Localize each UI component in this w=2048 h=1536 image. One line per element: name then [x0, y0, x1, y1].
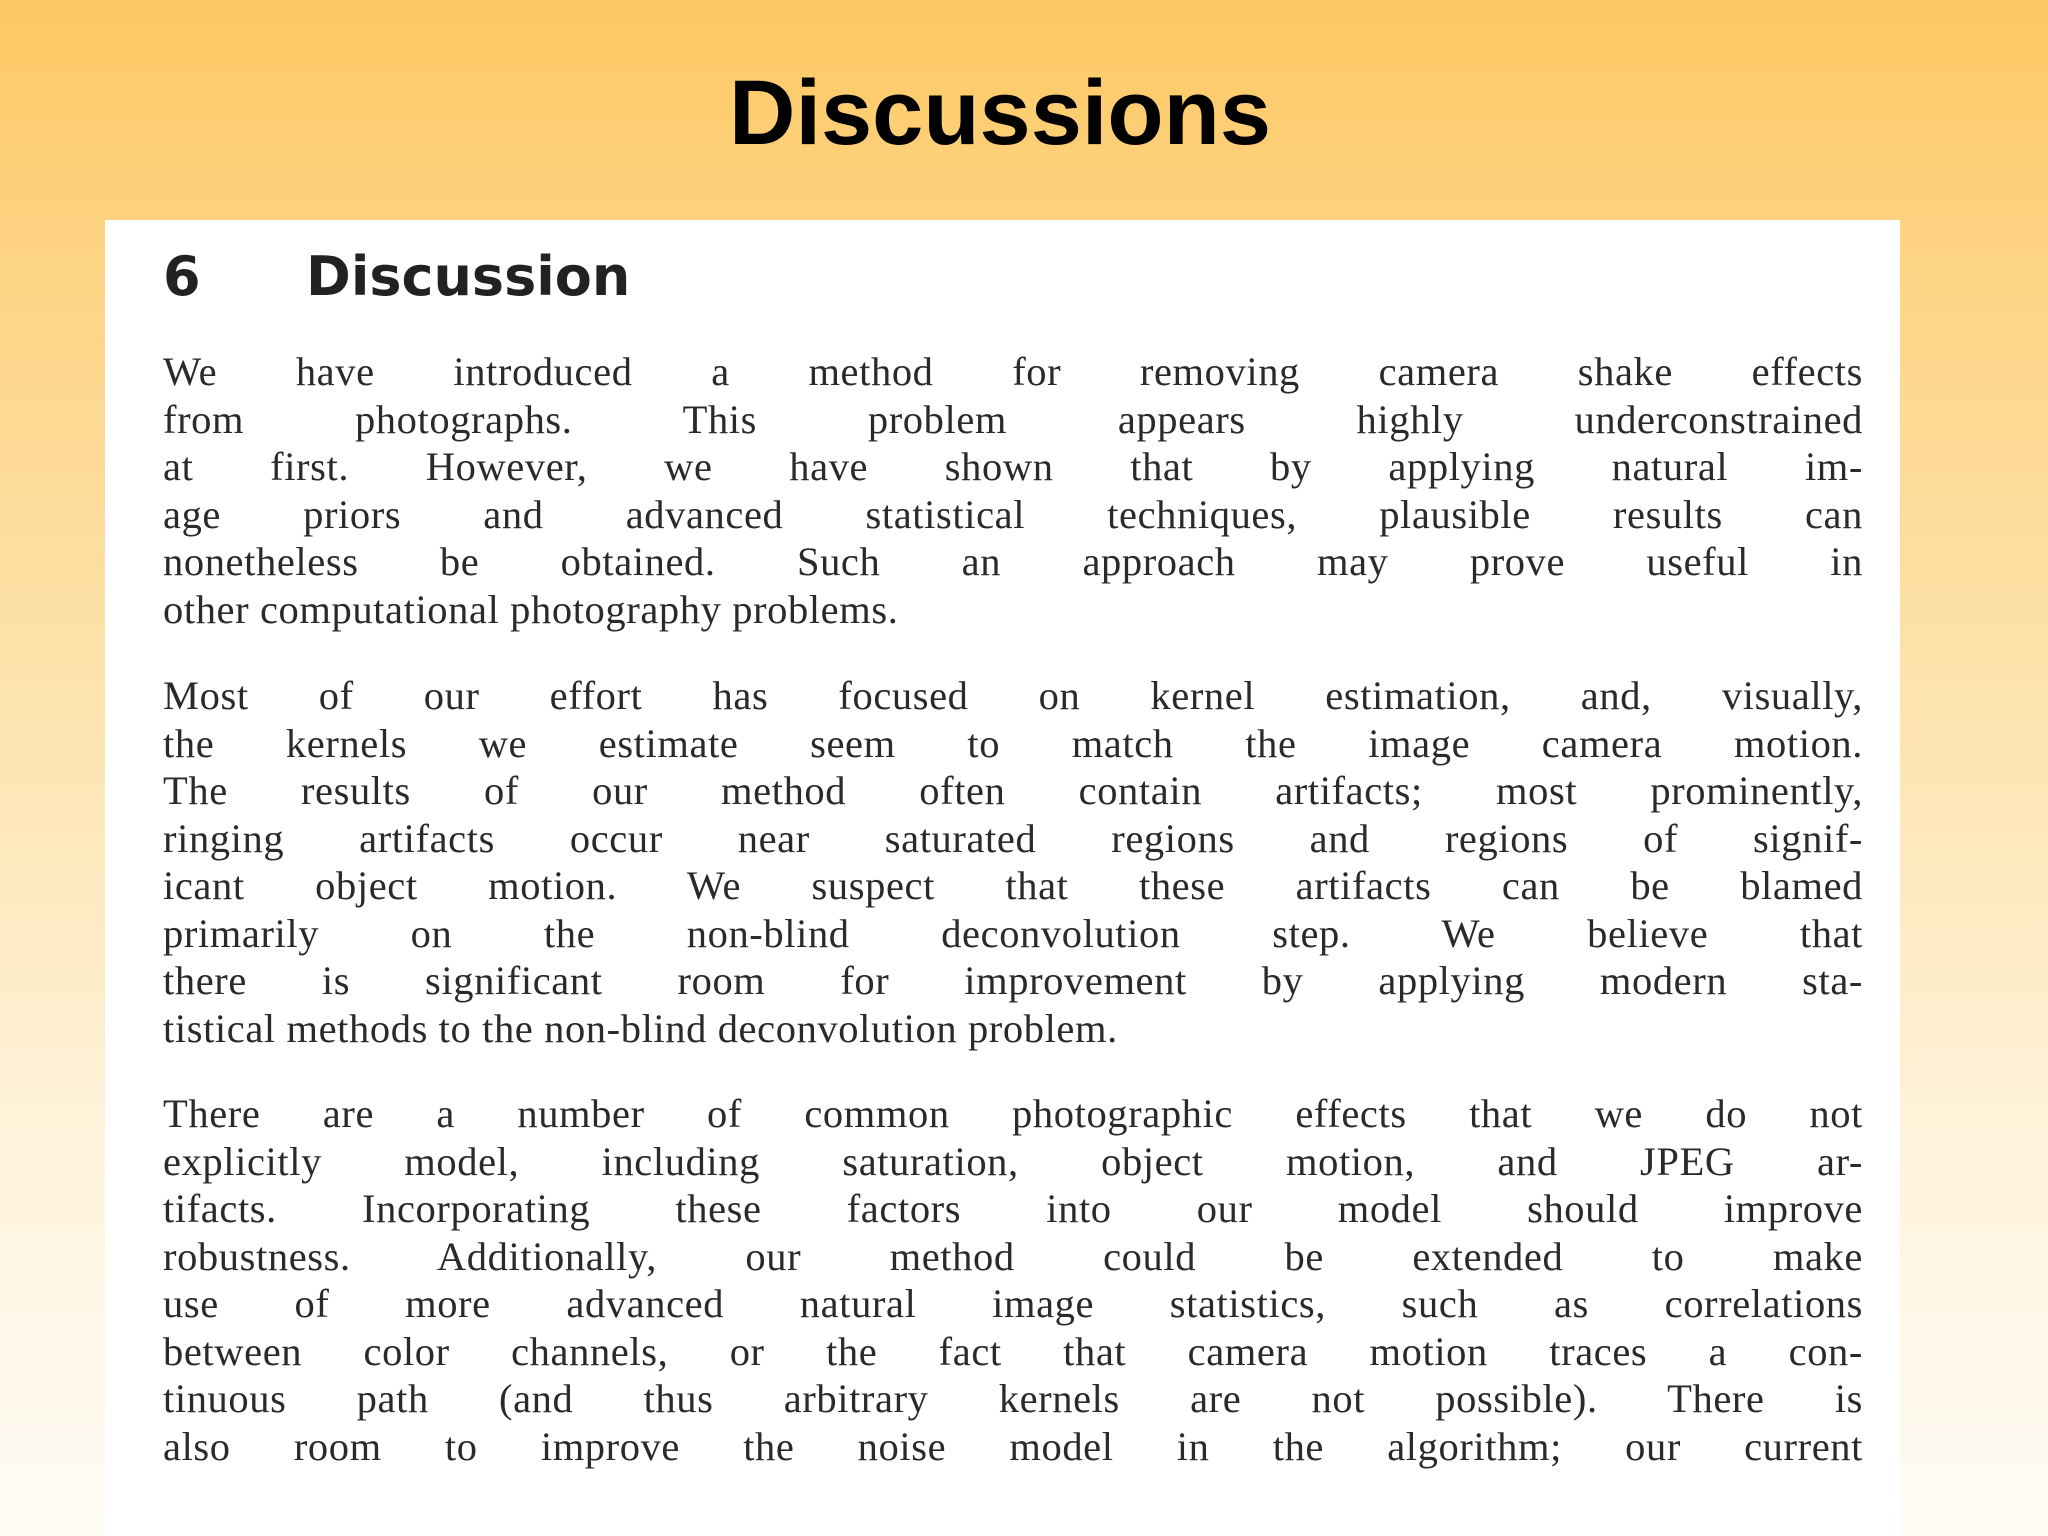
section-number: 6: [163, 245, 201, 308]
text-line: icant object motion. We suspect that these artifacts can be blamed: [163, 863, 1863, 908]
text-line: Most of our effort has focused on kernel estimation, and, visually,: [163, 673, 1863, 718]
text-line: We have introduced a method for removing camera shake effects: [163, 349, 1863, 394]
text-line: also room to improve the noise model in the algorithm; our current: [163, 1423, 1863, 1469]
text-line: ringing artifacts occur near saturated regions and regions of signif-: [163, 815, 1863, 861]
text-line: explicitly model, including saturation, object motion, and JPEG ar-: [163, 1138, 1863, 1184]
text-line: between color channels, or the fact that camera motion traces a con-: [163, 1328, 1863, 1374]
text-line: nonetheless be obtained. Such an approach may prove useful in: [163, 539, 1863, 584]
section-heading: [163, 242, 630, 312]
text-line: other computational photography problems.: [163, 586, 899, 632]
text-line: use of more advanced natural image statistics, such as correlations: [163, 1281, 1863, 1326]
paragraph-1: [163, 348, 1863, 633]
section-title: Discussion: [306, 245, 631, 308]
text-line: The results of our method often contain artifacts; most prominently,: [163, 768, 1863, 813]
text-line: the kernels we estimate seem to match the image camera motion.: [163, 720, 1863, 766]
text-line: tifacts. Incorporating these factors into our model should improve: [163, 1186, 1863, 1231]
text-line: tistical methods to the non-blind deconvolution problem.: [163, 1005, 1118, 1051]
text-line: at first. However, we have shown that by applying natural im-: [163, 444, 1863, 489]
text-line: primarily on the non-blind deconvolution step. We believe that: [163, 910, 1863, 956]
text-line: there is significant room for improvement by applying modern sta-: [163, 958, 1863, 1003]
text-line: There are a number of common photographic effects that we do not: [163, 1091, 1863, 1136]
text-line: from photographs. This problem appears highly underconstrained: [163, 396, 1863, 442]
paper-excerpt: [105, 220, 1900, 1536]
text-line: robustness. Additionally, our method could be extended to make: [163, 1233, 1863, 1279]
paragraph-2: [163, 672, 1863, 1052]
text-line: age priors and advanced statistical techniques, plausible results can: [163, 491, 1863, 537]
text-line: tinuous path (and thus arbitrary kernels are not possible). There is: [163, 1376, 1863, 1421]
slide-title: Discussions: [729, 62, 1271, 164]
paragraph-3: [163, 1090, 1863, 1470]
